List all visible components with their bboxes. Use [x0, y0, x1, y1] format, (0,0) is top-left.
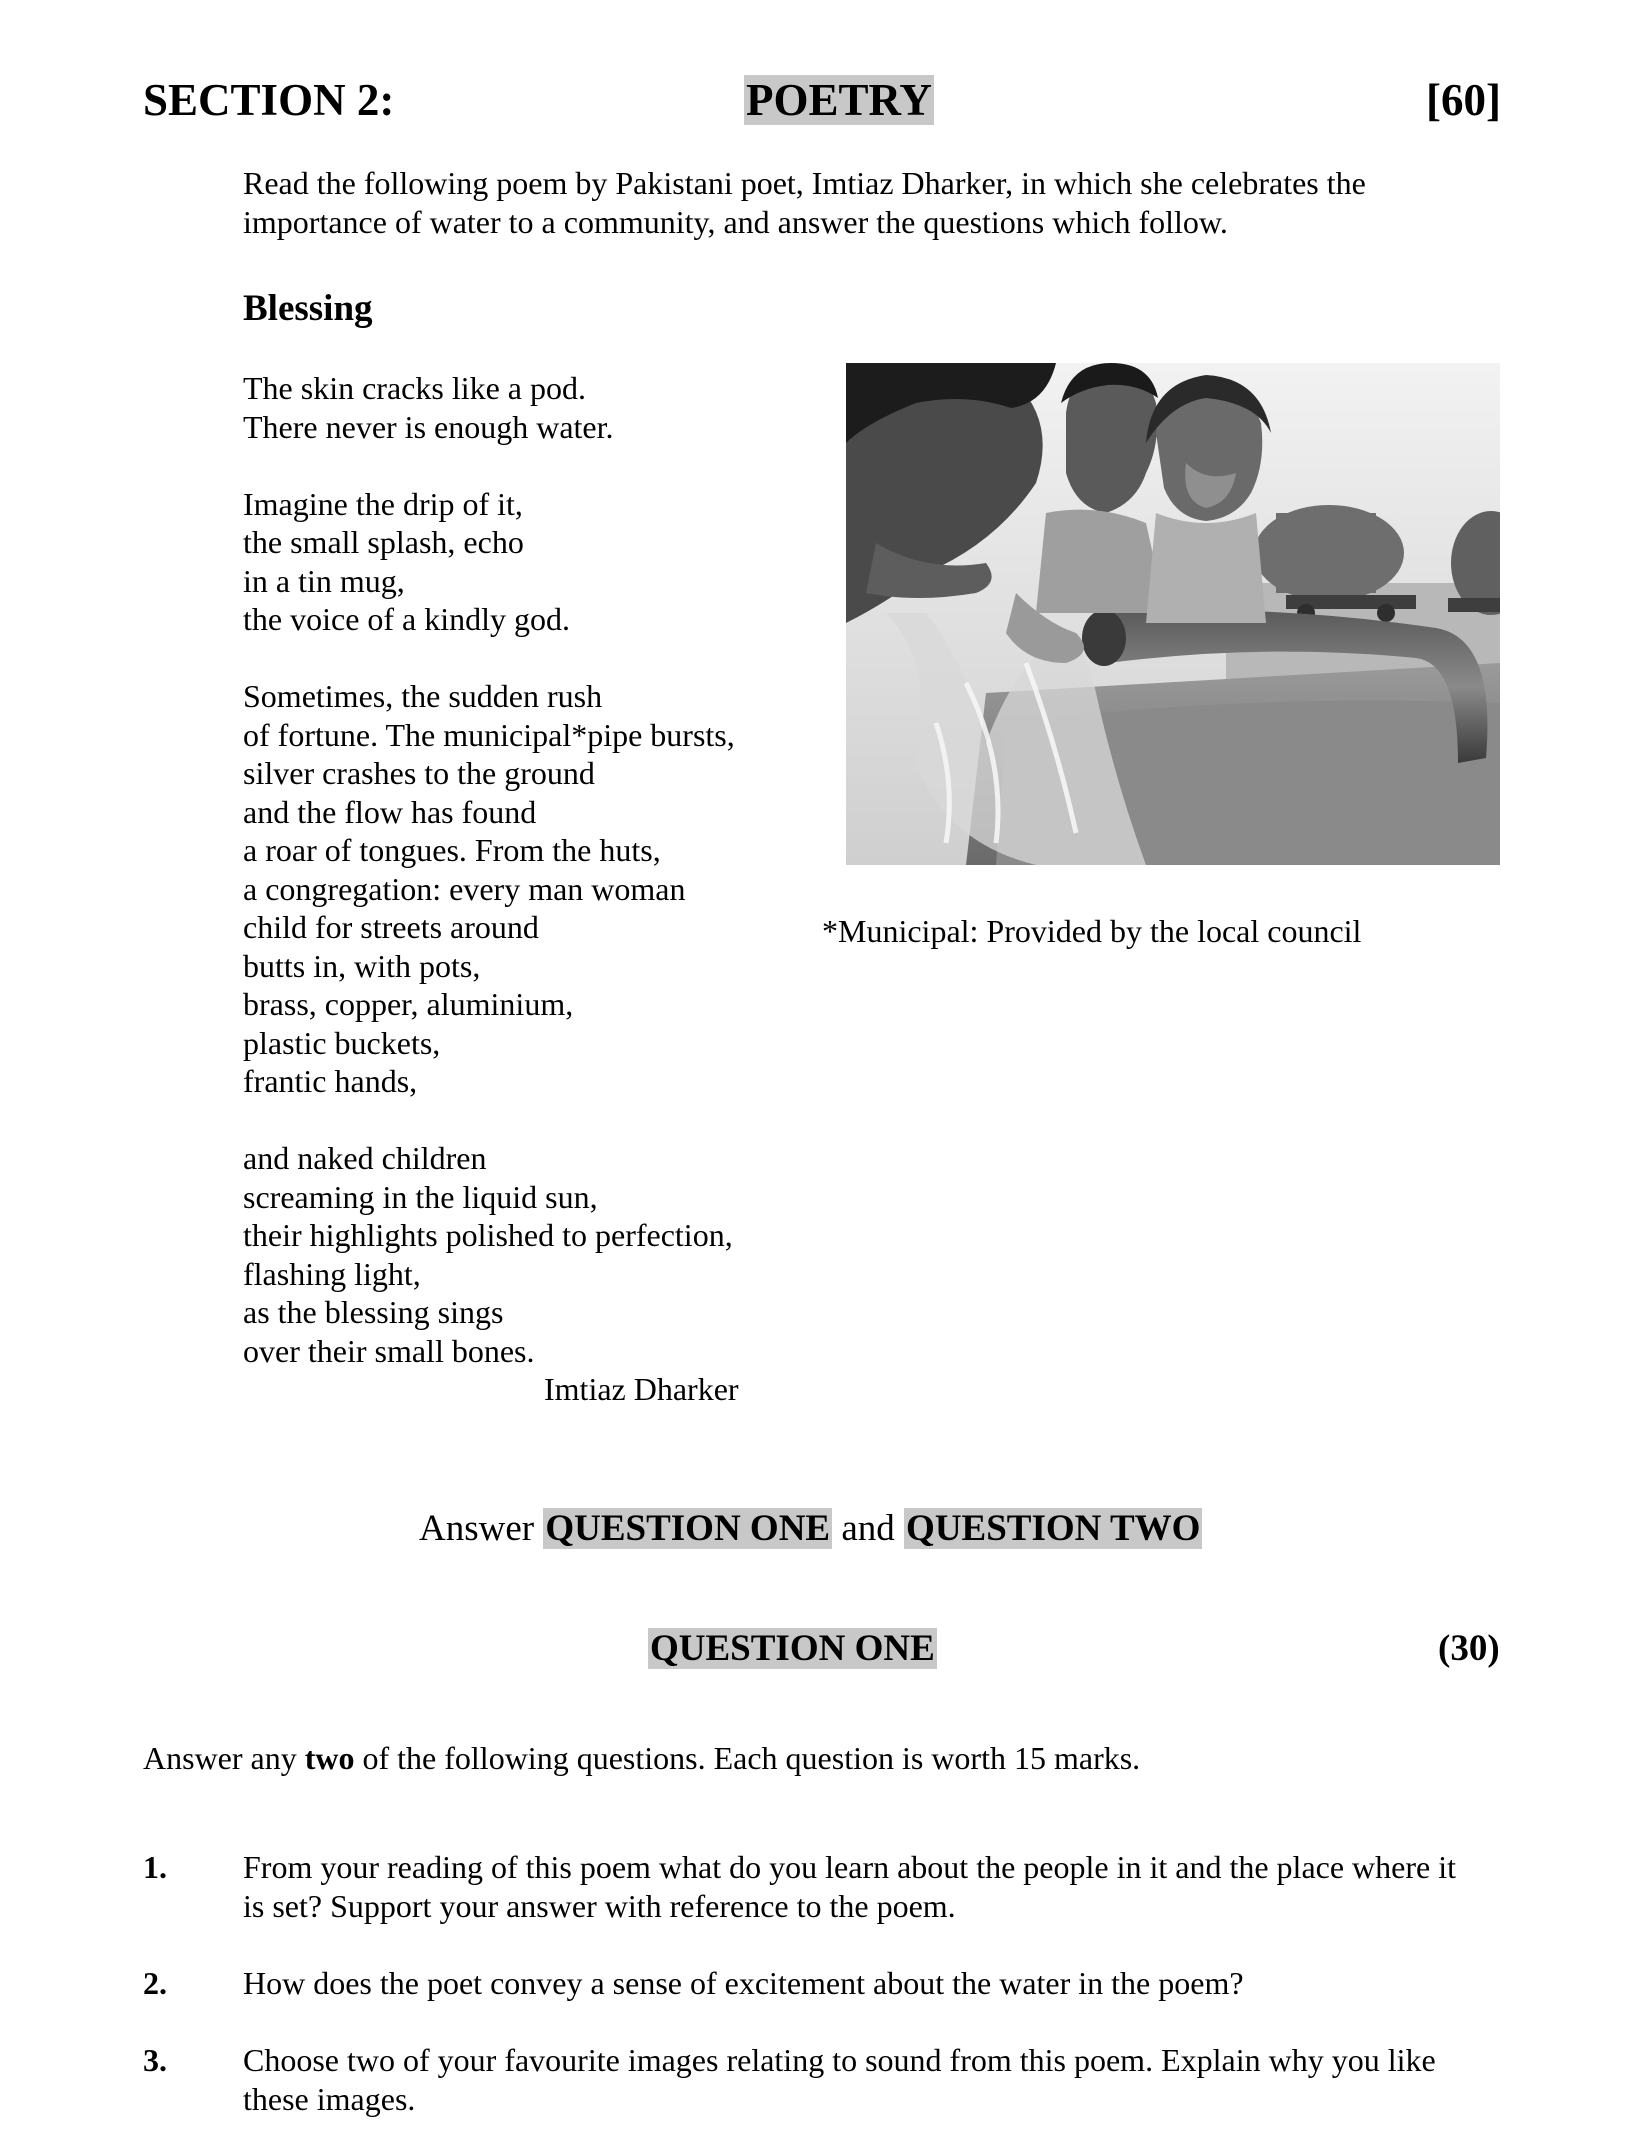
poem-line: brass, copper, aluminium, [243, 986, 574, 1022]
poem-stanza [243, 677, 735, 1101]
poem-line: and naked children [243, 1140, 487, 1176]
poem-line: screaming in the liquid sun, [243, 1178, 598, 1215]
question-number: 2. [143, 1965, 167, 2001]
poem-body [243, 369, 735, 1370]
poem-line: in a tin mug, [243, 562, 405, 599]
question-one-instruction: Answer any two of the following questions. Each question is worth 15 marks. [143, 1740, 1141, 1776]
poem-line: a congregation: every man woman [243, 870, 686, 907]
poem-line: The skin cracks like a pod. [243, 370, 586, 406]
poem-line: plastic buckets, [243, 1024, 441, 1061]
poem-line: There never is enough water. [243, 408, 614, 445]
poem-line: frantic hands, [243, 1063, 418, 1099]
section-marks: [60] [1426, 75, 1501, 125]
poem-line: of fortune. The municipal*pipe bursts, [243, 716, 735, 753]
poem-line: Imagine the drip of it, [243, 485, 523, 522]
answer-instruction: Answer QUESTION ONE and QUESTION TWO [419, 1508, 1201, 1549]
poem-line: and the flow has found [243, 793, 537, 830]
poem-line: flashing light, [243, 1255, 421, 1292]
poem-line: their highlights polished to perfection, [243, 1217, 733, 1253]
question-number: 3. [143, 2042, 167, 2078]
question-number: 1. [143, 1849, 167, 1885]
question-text: Choose two of your favourite images relating to sound from this poem. Explain why you like these images. [243, 2042, 1436, 2117]
poem-line: butts in, with pots, [243, 947, 481, 984]
intro-text: Read the following poem by Pakistani poet, Imtiaz Dharker, in which she celebrates the importance of water to a community, and answer the questions which follow. [243, 165, 1366, 240]
poem-author: Imtiaz Dharker [544, 1371, 739, 1407]
poem-stanza [243, 485, 735, 639]
poem-line: the small splash, echo [243, 524, 524, 560]
question-text: How does the poet convey a sense of excitement about the water in the poem? [243, 1965, 1244, 2001]
poem-line: the voice of a kindly god. [243, 601, 571, 637]
photo-children-drinking-water [846, 363, 1500, 865]
question-one-marks: (30) [1438, 1628, 1500, 1669]
poem-line: Sometimes, the sudden rush [243, 678, 603, 714]
poem-line: as the blessing sings [243, 1294, 504, 1330]
footnote: *Municipal: Provided by the local council [822, 913, 1362, 949]
poem-stanza [243, 369, 735, 446]
poem-line: child for streets around [243, 909, 539, 945]
poem-stanza [243, 1139, 735, 1370]
poem-line: a roar of tongues. From the huts, [243, 832, 661, 868]
section-label: SECTION 2: [143, 75, 395, 125]
poem-line: silver crashes to the ground [243, 755, 595, 791]
question-text: From your reading of this poem what do you learn about the people in it and the place where it is set? Support your answer with reference to the poem. [243, 1849, 1456, 1924]
poem-line: over their small bones. [243, 1332, 535, 1369]
poem-title: Blessing [243, 288, 373, 329]
section-title: POETRY [746, 75, 932, 125]
question-one-title: QUESTION ONE [650, 1628, 935, 1669]
